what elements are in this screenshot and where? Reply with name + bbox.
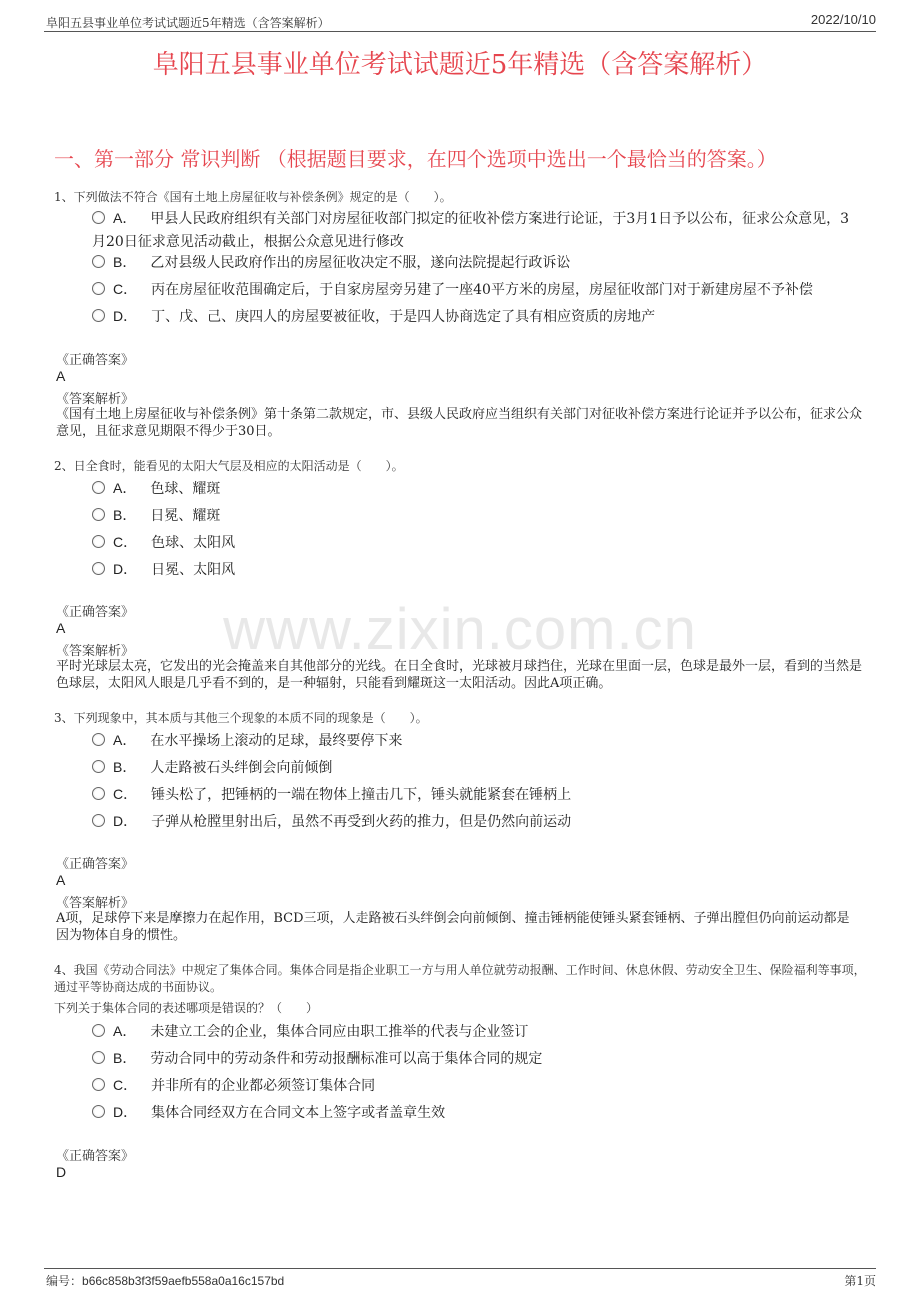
- radio-icon[interactable]: [92, 255, 105, 268]
- document-title: 阜阳五县事业单位考试试题近5年精选（含答案解析）: [152, 50, 768, 80]
- question-2-answer: A: [56, 620, 66, 636]
- question-4-option-a[interactable]: A． 未建立工会的企业，集体合同应由职工推举的代表与企业签订: [92, 1020, 852, 1044]
- radio-icon[interactable]: [92, 508, 105, 521]
- question-2-option-a[interactable]: A． 色球、耀斑: [92, 477, 852, 501]
- question-2-option-c[interactable]: C． 色球、太阳风: [92, 531, 852, 555]
- question-4-answer-label: 《正确答案》: [56, 1149, 135, 1164]
- question-1-analysis-label: 《答案解析》: [56, 392, 135, 407]
- question-3-option-a[interactable]: A． 在水平操场上滚动的足球，最终要停下来: [92, 729, 852, 753]
- question-1-option-c[interactable]: C． 丙在房屋征收范围确定后，于自家房屋旁另建了一座40平方米的房屋，房屋征收部门对于新建房屋不予补偿: [92, 278, 852, 302]
- question-2-option-d[interactable]: D． 日冕、太阳风: [92, 558, 852, 582]
- question-1-answer-label: 《正确答案》: [56, 353, 135, 368]
- header-date: 2022/10/10: [810, 12, 876, 27]
- radio-icon[interactable]: [92, 1051, 105, 1064]
- question-4-answer: D: [56, 1164, 67, 1180]
- page-number: 第1页: [844, 1274, 876, 1288]
- section-title: 一、第一部分 常识判断 （根据题目要求，在四个选项中选出一个最恰当的答案。）: [54, 147, 777, 171]
- footer-code: 编号：b66c858b3f3f59aefb558a0a16c157bd: [46, 1274, 285, 1288]
- question-4-stem: 4、我国《劳动合同法》中规定了集体合同。集体合同是指企业职工一方与用人单位就劳动报酬、工作时间、休息休假、劳动安全卫生、保险福利等事项，通过平等协商达成的书面协议。: [54, 963, 866, 994]
- question-3-option-b[interactable]: B． 人走路被石头绊倒会向前倾倒: [92, 756, 852, 780]
- question-1-analysis: 《国有土地上房屋征收与补偿条例》第十条第二款规定，市、县级人民政府应当组织有关部门对征收补偿方案进行论证并予以公布，征求公众意见，且征求意见期限不得少于30日。: [56, 407, 863, 439]
- question-1-answer: A: [56, 368, 66, 384]
- question-2-option-b[interactable]: B． 日冕、耀斑: [92, 504, 852, 528]
- footer-divider: [44, 1268, 876, 1269]
- question-2-analysis-label: 《答案解析》: [56, 644, 135, 659]
- radio-icon[interactable]: [92, 211, 105, 224]
- question-3-analysis-label: 《答案解析》: [56, 896, 135, 911]
- question-1-option-b[interactable]: B． 乙对县级人民政府作出的房屋征收决定不服，遂向法院提起行政诉讼: [92, 251, 852, 275]
- question-4-stem-question: 下列关于集体合同的表述哪项是错误的？（ ）: [54, 1001, 319, 1015]
- header-doc-title: 阜阳五县事业单位考试试题近5年精选（含答案解析）: [46, 16, 330, 30]
- question-4-option-d[interactable]: D． 集体合同经双方在合同文本上签字或者盖章生效: [92, 1101, 852, 1125]
- question-3-answer: A: [56, 872, 66, 888]
- radio-icon[interactable]: [92, 1105, 105, 1118]
- question-4-option-b[interactable]: B． 劳动合同中的劳动条件和劳动报酬标准可以高于集体合同的规定: [92, 1047, 852, 1071]
- question-3-analysis: A项，足球停下来是摩擦力在起作用，BCD三项，人走路被石头绊倒会向前倾倒、撞击锤柄能使锤头紧套锤柄、子弹出膛但仍向前运动都是因为物体自身的惯性。: [56, 911, 850, 943]
- radio-icon[interactable]: [92, 309, 105, 322]
- question-1-stem: 1、下列做法不符合《国有土地上房屋征收与补偿条例》规定的是（ ）。: [54, 190, 452, 204]
- radio-icon[interactable]: [92, 1024, 105, 1037]
- question-1-option-d[interactable]: D． 丁、戊、己、庚四人的房屋要被征收，于是四人协商选定了具有相应资质的房地产: [92, 305, 852, 329]
- radio-icon[interactable]: [92, 535, 105, 548]
- header-divider: [44, 31, 876, 32]
- question-3-stem: 3、下列现象中，其本质与其他三个现象的本质不同的现象是（ ）。: [54, 711, 428, 725]
- question-3-answer-label: 《正确答案》: [56, 857, 135, 872]
- radio-icon[interactable]: [92, 1078, 105, 1091]
- watermark: www.zixin.com.cn: [223, 597, 697, 662]
- question-2-stem: 2、日全食时，能看见的太阳大气层及相应的太阳活动是（ ）。: [54, 459, 404, 473]
- question-2-answer-label: 《正确答案》: [56, 605, 135, 620]
- question-3-option-d[interactable]: D． 子弹从枪膛里射出后，虽然不再受到火药的推力，但是仍然向前运动: [92, 810, 852, 834]
- radio-icon[interactable]: [92, 733, 105, 746]
- radio-icon[interactable]: [92, 282, 105, 295]
- question-1-option-a[interactable]: A． 甲县人民政府组织有关部门对房屋征收部门拟定的征收补偿方案进行论证，于3月1日予以公布，征求公众意见，3月20日征求意见活动截止，根据公众意见进行修改: [92, 210, 850, 250]
- question-2-analysis: 平时光球层太亮，它发出的光会掩盖来自其他部分的光线。在日全食时，光球被月球挡住，光球在里面一层，色球是最外一层，看到的当然是色球层，太阳风人眼是几乎看不到的，是一种辐射，只能看到耀斑这一太阳活动。因此A项正确。: [56, 659, 863, 691]
- radio-icon[interactable]: [92, 562, 105, 575]
- radio-icon[interactable]: [92, 481, 105, 494]
- radio-icon[interactable]: [92, 760, 105, 773]
- question-4-option-c[interactable]: C． 并非所有的企业都必须签订集体合同: [92, 1074, 852, 1098]
- page-header: [46, 12, 876, 32]
- radio-icon[interactable]: [92, 787, 105, 800]
- radio-icon[interactable]: [92, 814, 105, 827]
- question-3-option-c[interactable]: C． 锤头松了，把锤柄的一端在物体上撞击几下，锤头就能紧套在锤柄上: [92, 783, 852, 807]
